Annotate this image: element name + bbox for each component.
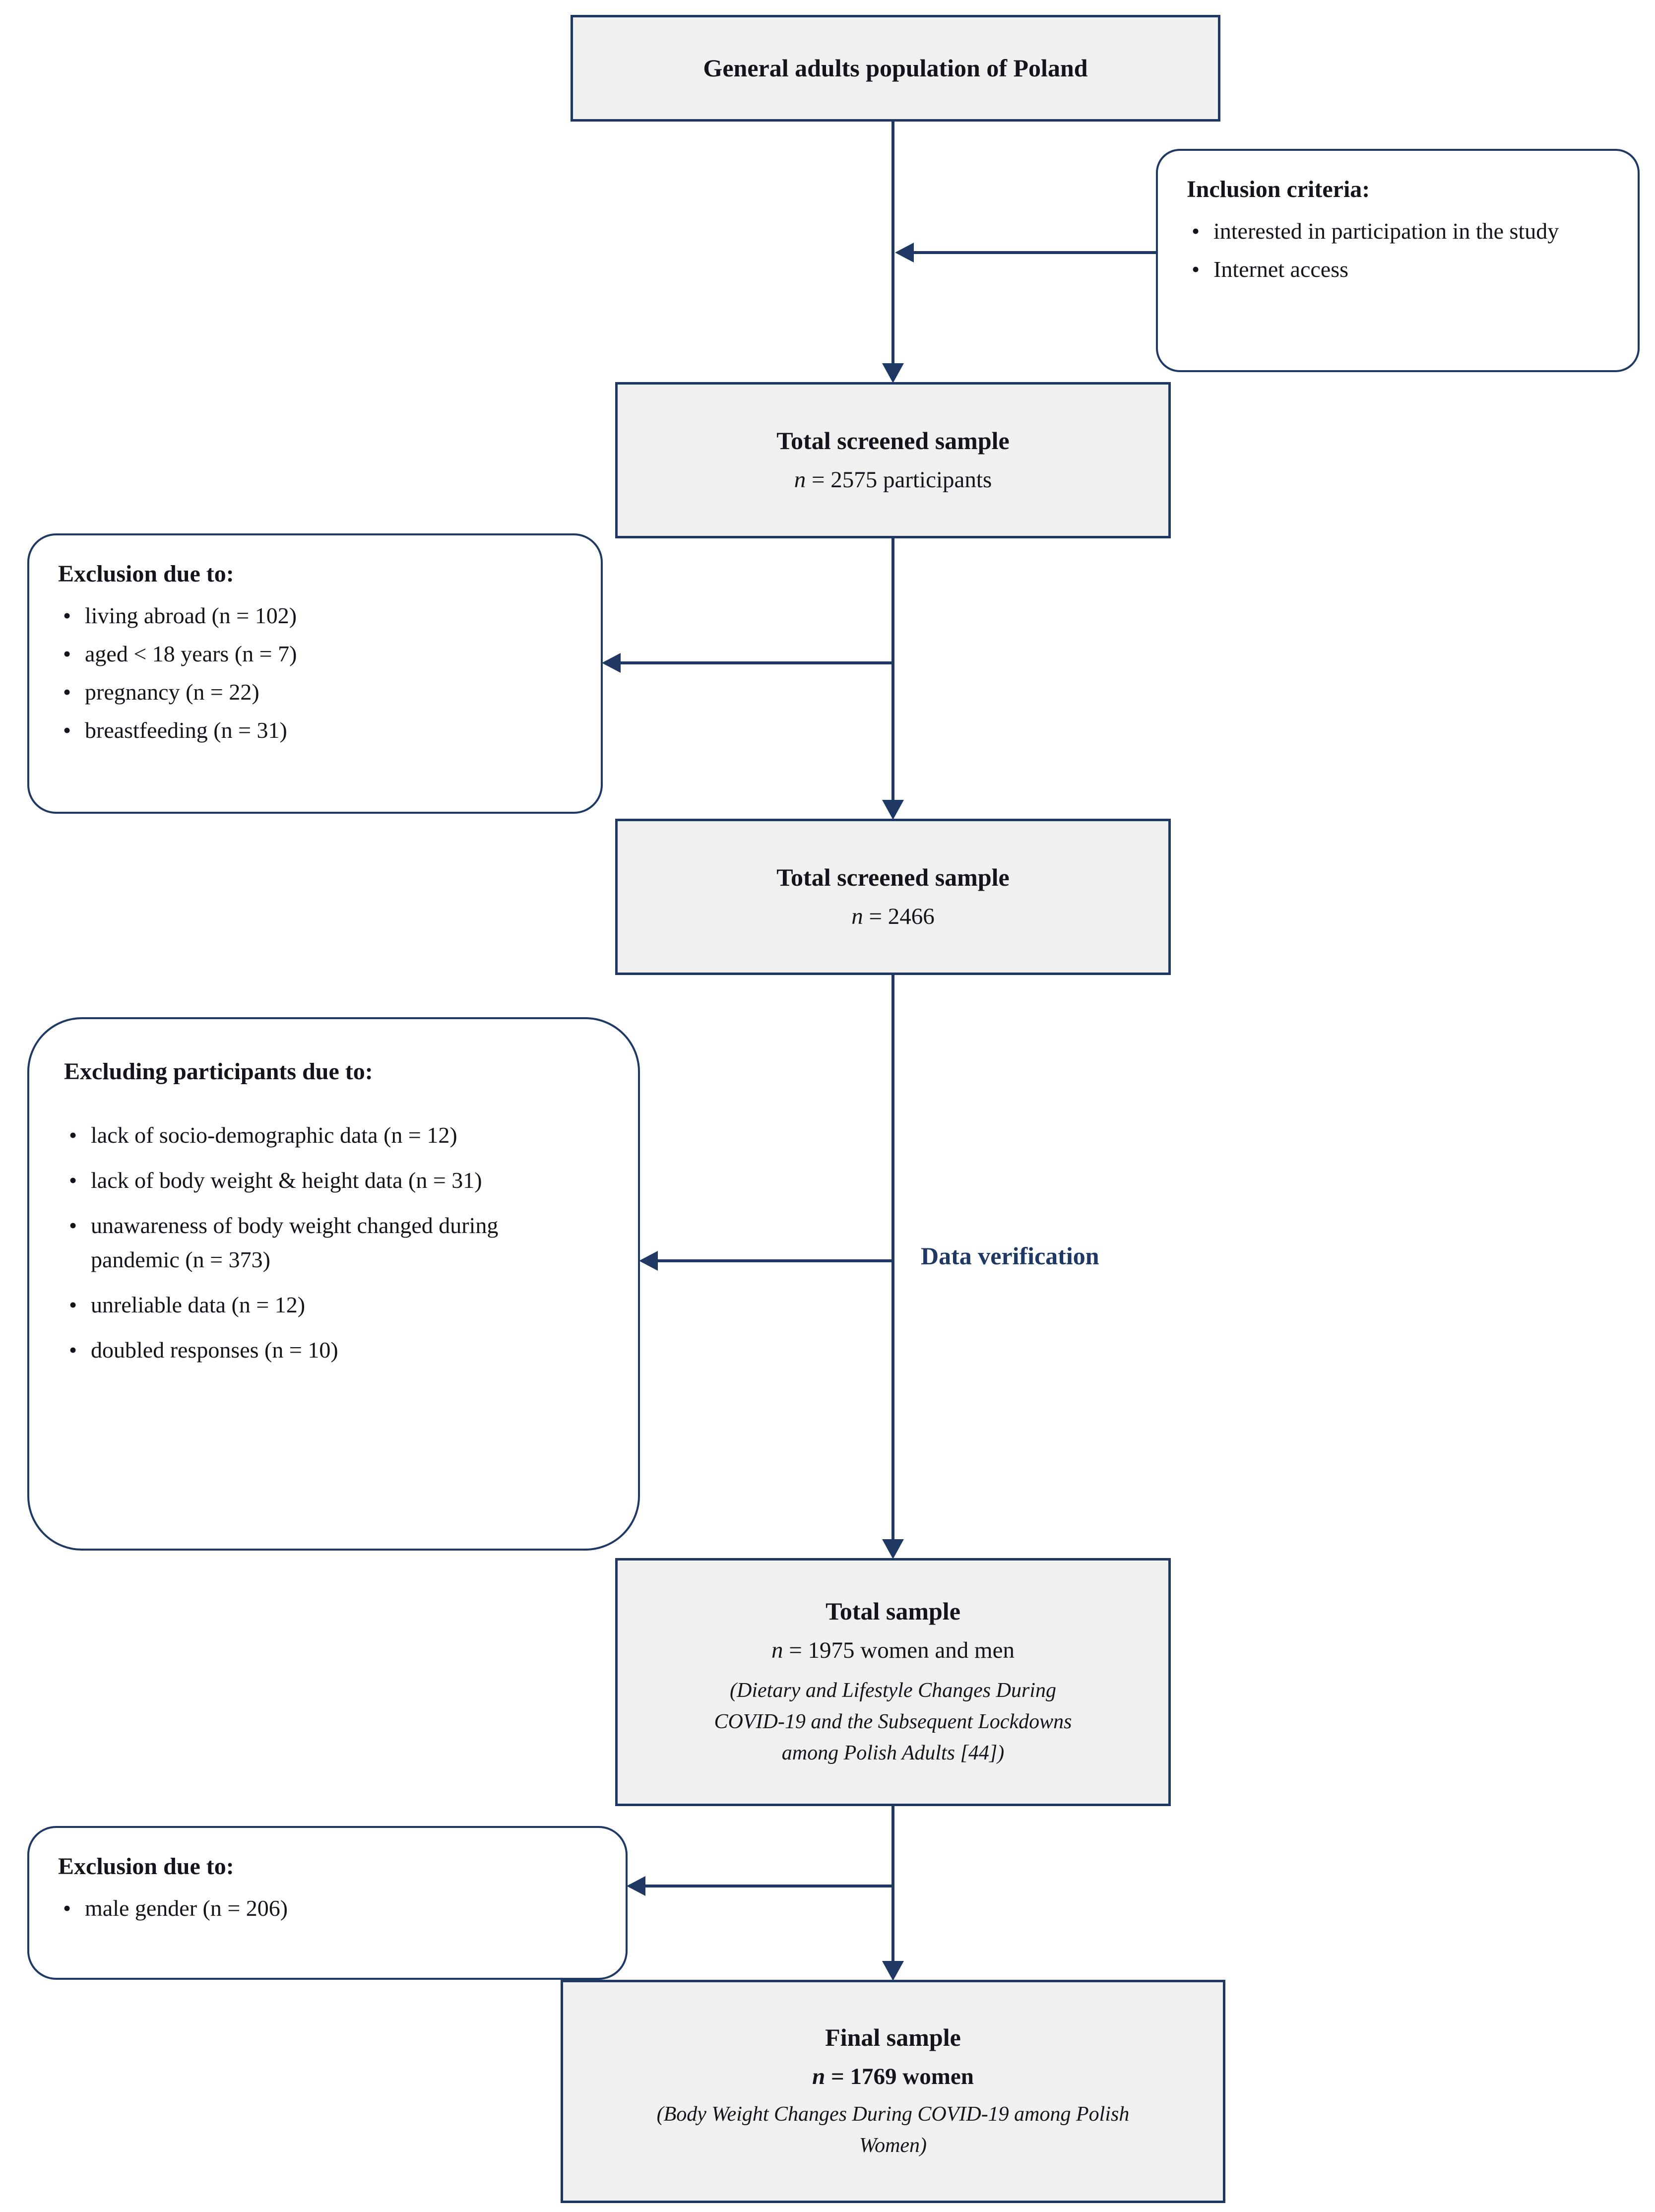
total-sample-title: Total sample [826, 1597, 960, 1626]
exclusion1-title: Exclusion due to: [58, 561, 234, 587]
connector-exclusion2 [656, 1259, 894, 1262]
final-sample-title: Final sample [825, 2023, 961, 2051]
connector-population-to-screened1 [891, 122, 894, 367]
n-value: = 2466 [869, 904, 935, 930]
bullet-item: • unreliable data (n = 12) [64, 1288, 510, 1322]
total-sample-box [615, 1558, 1171, 1806]
bullet-item: • breastfeeding (n = 31) [58, 713, 572, 747]
connector-exclusion3 [643, 1885, 894, 1887]
n-value: = 2575 participants [811, 467, 992, 493]
total-sample-subtitle [771, 1635, 1015, 1666]
bullet-item: • doubled responses (n = 10) [64, 1333, 510, 1367]
total-sample-citation: (Dietary and Lifestyle Changes During COVID-19 and the Subsequent Lockdowns among Polish Adults [44]) [714, 1679, 1072, 1764]
n-symbol: n [794, 467, 806, 493]
inclusion-bullets [1187, 214, 1564, 286]
exclusion1-bullets [58, 598, 572, 747]
bullet-item: • lack of body weight & height data (n = 31) [64, 1163, 510, 1197]
screened2-subtitle [851, 902, 935, 932]
screened1-title: Total screened sample [776, 427, 1010, 455]
bullet-item: • Internet access [1187, 252, 1564, 286]
n-symbol: n [851, 904, 863, 930]
exclusion3-title: Exclusion due to: [58, 1853, 234, 1880]
bullet-item: • male gender (n = 206) [58, 1891, 597, 1925]
exclusion-box-2 [27, 1017, 640, 1551]
connector-exclusion1 [619, 661, 893, 664]
population-title: General adults population of Poland [703, 54, 1088, 82]
bullet-item: • living abroad (n = 102) [58, 598, 572, 633]
arrow-left-icon-exclusion3 [627, 1876, 645, 1896]
bullet-item: • lack of socio-demographic data (n = 12) [64, 1118, 510, 1152]
connector-screened1-to-screened2 [891, 538, 894, 804]
screened-sample-box-1 [615, 382, 1171, 538]
final-sample-box [561, 1980, 1225, 2203]
arrow-left-icon-inclusion [895, 243, 914, 262]
arrow-down-icon-3 [882, 1539, 904, 1559]
arrow-left-icon-exclusion2 [639, 1251, 658, 1271]
bullet-item: • unawareness of body weight changed during pandemic (n = 373) [64, 1208, 510, 1277]
connector-inclusion [912, 251, 1156, 254]
n-value: = 1975 women and men [789, 1637, 1015, 1664]
bullet-item: • interested in participation in the study [1187, 214, 1564, 248]
exclusion2-bullets [64, 1118, 510, 1367]
inclusion-criteria-box [1156, 149, 1640, 372]
arrow-down-icon-2 [882, 800, 904, 820]
final-sample-subtitle [812, 2062, 974, 2092]
arrow-left-icon-exclusion1 [602, 653, 621, 673]
n-value: = 1769 women [831, 2063, 974, 2089]
exclusion-box-3 [27, 1826, 628, 1980]
screened-sample-box-2 [615, 819, 1171, 975]
screened1-subtitle [794, 465, 992, 495]
inclusion-title: Inclusion criteria: [1187, 176, 1370, 202]
n-symbol: n [771, 1637, 783, 1664]
exclusion-box-1 [27, 533, 603, 814]
final-sample-citation: (Body Weight Changes During COVID-19 among Polish Women) [656, 2103, 1130, 2157]
n-symbol: n [812, 2063, 826, 2089]
exclusion3-bullets [58, 1891, 597, 1925]
arrow-down-icon-4 [882, 1961, 904, 1981]
arrow-down-icon-1 [882, 363, 904, 383]
screened2-title: Total screened sample [776, 863, 1010, 892]
exclusion2-title: Excluding participants due to: [64, 1058, 373, 1085]
population-box [571, 15, 1220, 122]
bullet-item: • pregnancy (n = 22) [58, 675, 572, 709]
bullet-item: • aged < 18 years (n = 7) [58, 637, 572, 671]
data-verification-label: Data verification [921, 1242, 1099, 1270]
